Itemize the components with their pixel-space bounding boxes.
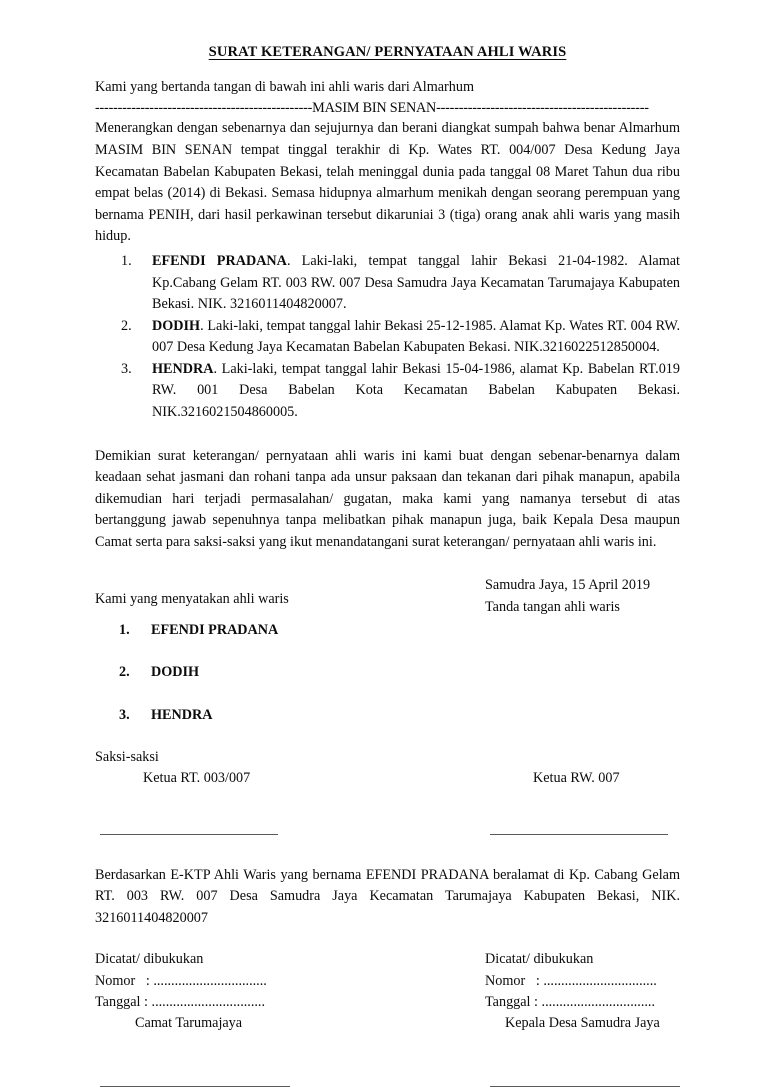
witness-left-column [95, 768, 533, 789]
closing-paragraph: Demikian surat keterangan/ pernyataan ahli waris ini kami buat dengan sebenar-benarnya dalam keadaan sehat jasmani dan rohani tanpa ada unsur paksaan dan tekanan dari pihak manapun, apabila dikemudian hari terjadi permasalahan/ gugatan, maka kami yang namanya tersebut di atas bertanggung jawab sepenuhnya tanpa melibatkan pihak manapun juga, baik Kepala Desa maupun Camat serta para saksi-saksi yang ikut menandatangani surat keterangan/ pernyataan ahli waris ini. [95, 447, 680, 550]
heir-name: DODIH [152, 317, 201, 334]
heir-name: EFENDI PRADANA [152, 252, 287, 269]
witness-section [95, 747, 680, 835]
witness-right-column [533, 768, 680, 789]
list-item: HENDRA [151, 706, 213, 723]
record-right-heading: Dicatat/ dibukukan [485, 951, 594, 968]
declarant-heading: Kami yang menyatakan ahli waris [95, 591, 289, 608]
heir-details: . Laki-laki, tempat tanggal lahir Bekasi 21-04-1982. Alamat Kp.Cabang Gelam RT. 003 RW. 007 Desa Samudra Jaya Kecamatan Tarumajaya Kabupaten Bekasi. NIK. 3216011404820007. [152, 252, 681, 313]
witness-left-title: Ketua RT. 003/007 [143, 770, 251, 787]
list-item: DODIH [151, 664, 200, 681]
ektp-paragraph: Berdasarkan E-KTP Ahli Waris yang bernama EFENDI PRADANA beralamat di Kp. Cabang Gelam RT. 003 RW. 007 Desa Samudra Jaya Kecamatan Tarumajaya Kabupaten Bekasi, NIK. 3216011404820007 [95, 866, 680, 926]
spacer [95, 575, 485, 589]
record-right-office: Kepala Desa Samudra Jaya [505, 1015, 660, 1032]
signature-heading-right: Tanda tangan ahli waris [485, 598, 620, 615]
heir-details: . Laki-laki, tempat tanggal lahir Bekasi 25-12-1985. Alamat Kp. Wates RT. 004 RW. 007 Desa Kedung Jaya Kecamatan Babelan Kabupaten Bekasi. NIK.3216022512850004. [152, 317, 680, 356]
heir-details: . Laki-laki, tempat tanggal lahir Bekasi 15-04-1986, alamat Kp. Babelan RT.019 RW. 001 Desa Babelan Kota Kecamatan Babelan Kabupaten Bekasi. NIK.3216021504860005. [152, 360, 680, 420]
record-section [95, 949, 680, 1034]
record-right-column [485, 949, 680, 1034]
record-right-number-field: Nomor : ................................ [485, 972, 657, 989]
declarant-name-list [95, 620, 680, 726]
list-item: EFENDI PRADANA [151, 622, 279, 639]
signature-section [95, 575, 680, 725]
intro-line: Kami yang bertanda tangan di bawah ini ahli waris dari Almarhum [95, 79, 475, 95]
record-left-date-field: Tanggal : ................................ [95, 993, 266, 1010]
witness-signature-rules [95, 834, 680, 835]
signature-right-column [485, 575, 680, 618]
list-item [115, 316, 680, 359]
witness-right-title: Ketua RW. 007 [533, 770, 620, 787]
record-left-number-field: Nomor : ................................ [95, 972, 267, 989]
witness-heading: Saksi-saksi [95, 748, 159, 765]
body-paragraph: Menerangkan dengan sebenarnya dan sejujurnya dan berani diangkat sumpah bahwa benar Almarhum MASIM BIN SENAN tempat tinggal terakhir di Kp. Wates RT. 004/007 Desa Kedung Jaya Kecamatan Babelan Kabupaten Bekasi, telah meninggal dunia pada tanggal 08 Maret Tahun dua ribu empat belas (2014) di Bekasi. Semasa hidupnya almarhum menikah dengan seorang perempuan yang bernama PENIH, dari hasil perkawinan tersebut dikaruniai 3 (tiga) orang anak ahli waris yang masih hidup. [95, 120, 680, 245]
witness-left-signature-line-cell [95, 834, 490, 835]
record-left-office: Camat Tarumajaya [135, 1015, 243, 1032]
record-left-heading: Dicatat/ dibukukan [95, 951, 204, 968]
deceased-name-separator: ------------------------------------------------MASIM BIN SENAN----------------------------------------------- [95, 99, 649, 116]
place-date: Samudra Jaya, 15 April 2019 [485, 577, 651, 594]
spacer [95, 424, 680, 446]
record-right-date-field: Tanggal : ................................ [485, 993, 656, 1010]
signature-left-column [95, 575, 485, 610]
heir-list [95, 251, 680, 424]
list-item [115, 251, 680, 316]
signature-heading-row [95, 575, 680, 618]
list-item [115, 359, 680, 424]
record-left-column [95, 949, 485, 1034]
heir-name: HENDRA [152, 360, 214, 377]
page-title: SURAT KETERANGAN/ PERNYATAAN AHLI WARIS [208, 44, 567, 60]
witness-title-row [95, 768, 680, 789]
signature-line [100, 834, 278, 835]
signature-line [490, 834, 668, 835]
witness-right-signature-line-cell [490, 834, 680, 835]
